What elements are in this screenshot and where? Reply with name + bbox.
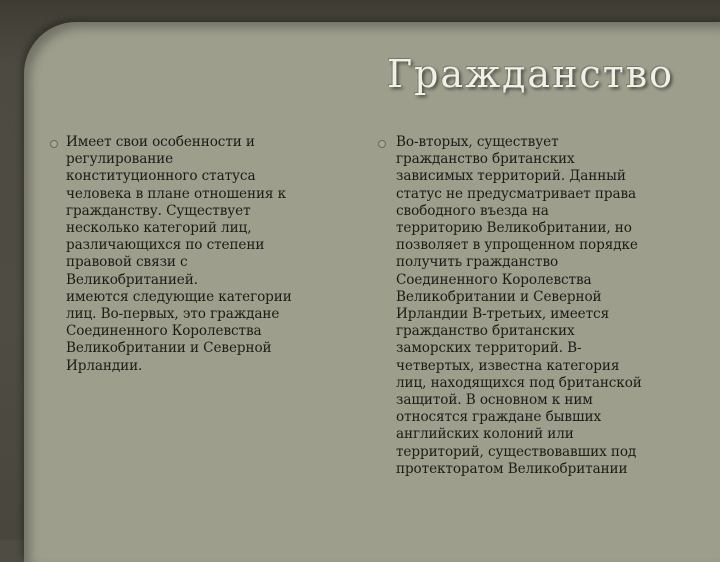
- right-paragraph-1: Во-вторых, существует гражданство британских зависимых территорий. Данный статус не предусматривает права свободного въезда на территорию Великобритании, но позволяет в упрощенном порядке получить гражданство Соединенного Королевства Великобритании и Северной Ирландии В-третьих, имеется гражданство британских заморских территорий. В- четвертых, известна категория лиц, находящихся под британской защитой. В основном к ним относятся граждане бывших английских колоний или территорий, существовавших под протекторатом Великобритании: [396, 134, 642, 477]
- left-paragraph-2: имеются следующие категории лиц. Во-первых, это граждане Соединенного Королевства Великобритании и Северной Ирландии.: [66, 288, 292, 374]
- left-paragraph-1: Имеет свои особенности и регулирование конституционного статуса человека в плане отношения к гражданству. Существует несколько категорий лиц, различающихся по степени правовой связи с Великобританией.: [66, 134, 287, 288]
- bullet-circle-icon: [50, 140, 58, 148]
- slide-title: Гражданство: [386, 52, 674, 96]
- left-column: [66, 134, 332, 375]
- right-column: [396, 134, 686, 478]
- bullet-circle-icon: [378, 140, 386, 148]
